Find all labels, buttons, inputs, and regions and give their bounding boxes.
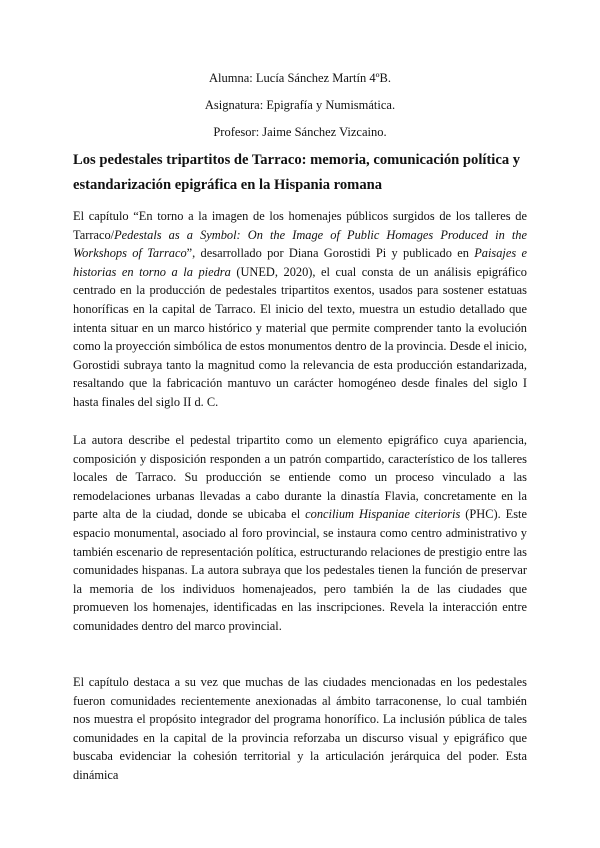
student-name: Alumna: Lucía Sánchez Martín 4ºB.: [209, 71, 391, 85]
subject-name: Asignatura: Epigrafía y Numismática.: [204, 98, 396, 112]
paragraph-2-text-a: La autora describe el pedestal tripartito como un elemento epigráfico cuya apariencia, composición y disposición responden a un patrón compartido, característico de los talleres locales de Tarraco. Su producción se entiende como un proceso vinculado a las remodelaciones urbanas llevadas a cabo durante la dinastía Flavia, concretamente en la parte alta de la ciudad, donde se ubicaba el: [73, 433, 527, 522]
paragraph-1: [73, 207, 527, 412]
paragraph-1-italic-b: Paisajes e historias en torno a la piedra: [73, 246, 527, 279]
paragraph-2-text-b: (PHC). Este espacio monumental, asociado al foro provincial, se instaura como centro administrativo y también escenario de representación política, estructurando relaciones de prestigio entre las comunidades hispanas. La autora subraya que los pedestales tienen la función de preservar la memoria de los individuos homenajeados, pero también la de las ciudades que promueven los homenajes, identificadas en las inscripciones. Revela la interacción entre comunidades dentro del marco provincial.: [73, 507, 527, 633]
paragraph-3-text-a: El capítulo destaca a su vez que muchas de las ciudades mencionadas en los pedestales fueron comunidades recientemente anexionadas al ámbito tarraconense, lo cual también nos muestra el propósito integrador del programa honorífico. La inclusión pública de tales comunidades en la capital de la provincia reforzaba un discurso visual y epigráfico que buscaba evidenciar la cohesión territorial y la articulación jerárquica del poder. Esta dinámica: [73, 675, 527, 782]
paragraph-1-italic-a: Pedestals as a Symbol: On the Image of Public Homages Produced in the Workshops of Tarraco: [73, 227, 527, 261]
professor-name: Profesor: Jaime Sánchez Vizcaino.: [213, 125, 387, 139]
paragraph-1-text-b: ”, desarrollado por Diana Gorostidi Pi y publicado en: [186, 246, 475, 261]
paragraph-2: [73, 431, 527, 636]
paragraph-1-text-c: (UNED, 2020), el cual consta de un análisis epigráfico centrado en la producción de pedestales tripartitos exentos, usados para sostener estatuas honoríficas en la capital de Tarraco. El inicio del texto, muestra un estudio detallado que intenta situar en un marco histórico y material que permite comprender tanto la evolución como la proyección simbólica de estos monumentos dentro de la provincia. Desde el inicio, Gorostidi subraya tanto la magnitud como la relevancia de esta producción estandarizada, resaltando que la fabricación mantuvo un carácter homogéneo desde finales del siglo I hasta finales del siglo II d. C.: [73, 264, 527, 409]
paragraph-2-italic-a: concilium Hispaniae citerioris: [305, 507, 461, 522]
paragraph-1-text-a: El capítulo “En torno a la imagen de los homenajes públicos surgidos de los talleres de Tarraco/: [73, 209, 527, 242]
paragraph-3: [73, 673, 527, 785]
document-title: Los pedestales tripartitos de Tarraco: memoria, comunicación política y estandarización epigráfica en la Hispania romana: [73, 152, 521, 193]
